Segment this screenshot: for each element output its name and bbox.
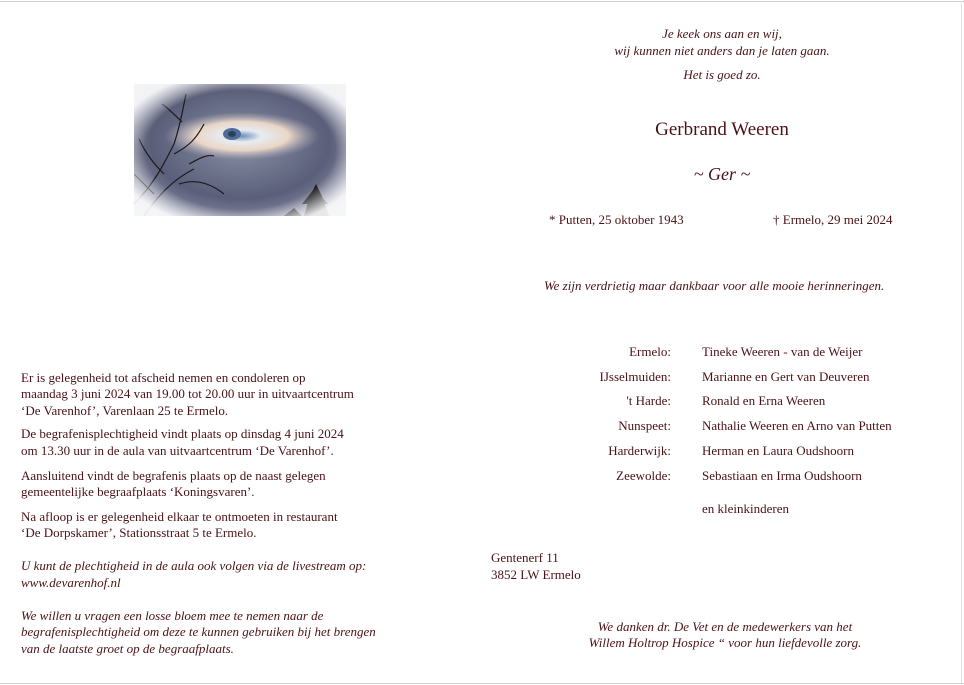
poem-line-1: Je keek ons aan en wij, [662,26,782,41]
relative-place: Harderwijk: [608,443,671,458]
relative-place: Zeewolde: [616,468,671,483]
tagline: We zijn verdrietig maar dankbaar voor alle mooie herinneringen. [544,278,885,293]
bottom-border [0,683,964,684]
info-p2-line-2: om 13.30 uur in de aula van uitvaartcentrum ‘De Varenhof’. [21,443,334,458]
relative-names: Tineke Weeren - van de Weijer [702,344,863,359]
livestream-line: U kunt de plechtigheid in de aula ook volgen via de livestream op: [21,558,367,573]
relative-place: Nunspeet: [618,418,671,433]
deceased-nickname: ~ Ger ~ [693,164,751,184]
relative-place: IJsselmuiden: [599,369,671,384]
info-p4-line-2: ‘De Dorpskamer’, Stationsstraat 5 te Ermelo. [21,525,257,540]
info-p3-line-2: gemeentelijke begraafplaats ‘Koningsvaren’. [21,484,255,499]
relative-names: Nathalie Weeren en Arno van Putten [702,418,892,433]
flower-request-line-3: van de laatste groet op de begraafplaats. [21,641,234,656]
info-p1-line-3: ‘De Varenhof’, Varenlaan 25 te Ermelo. [21,403,229,418]
top-border [0,1,964,2]
flower-request-line-2: begrafenisplechtigheid om deze te kunnen gebruiken bij het brengen [21,624,376,639]
info-p1-line-1: Er is gelegenheid tot afscheid nemen en condoleren op [21,370,306,385]
poem-line-3: Het is goed zo. [683,67,761,82]
right-border [961,1,962,683]
relative-names: Sebastiaan en Irma Oudshoorn [702,468,862,483]
relative-names: Marianne en Gert van Deuveren [702,369,870,384]
sky-photo [134,84,346,216]
relative-names: Ronald en Erna Weeren [702,393,826,408]
info-p3-line-1: Aansluitend vindt de begrafenis plaats op de naast gelegen [21,468,326,483]
grandchildren: en kleinkinderen [702,501,789,516]
relative-names: Herman en Laura Oudshoorn [702,443,854,458]
poem-line-2: wij kunnen niet anders dan je laten gaan. [614,43,830,58]
info-p1-line-2: maandag 3 juni 2024 van 19.00 tot 20.00 uur in uitvaartcentrum [21,386,354,401]
flower-request-line-1: We willen u vragen een losse bloem mee te nemen naar de [21,608,324,623]
livestream-link[interactable]: www.devarenhof.nl [21,575,121,590]
deceased-name: Gerbrand Weeren [655,119,789,140]
death-info: † Ermelo, 29 mei 2024 [773,212,893,227]
info-p4-line-1: Na afloop is er gelegenheid elkaar te ontmoeten in restaurant [21,509,338,524]
info-p2-line-1: De begrafenisplechtigheid vindt plaats op dinsdag 4 juni 2024 [21,426,344,441]
address-city: 3852 LW Ermelo [491,567,581,582]
birth-info: * Putten, 25 oktober 1943 [549,212,684,227]
thanks-line-2: Willem Holtrop Hospice “ voor hun liefdevolle zorg. [588,635,862,650]
relative-place: 't Harde: [626,393,671,408]
relative-place: Ermelo: [629,344,671,359]
thanks-line-1: We danken dr. De Vet en de medewerkers van het [597,619,853,634]
address-street: Gentenerf 11 [491,550,559,565]
